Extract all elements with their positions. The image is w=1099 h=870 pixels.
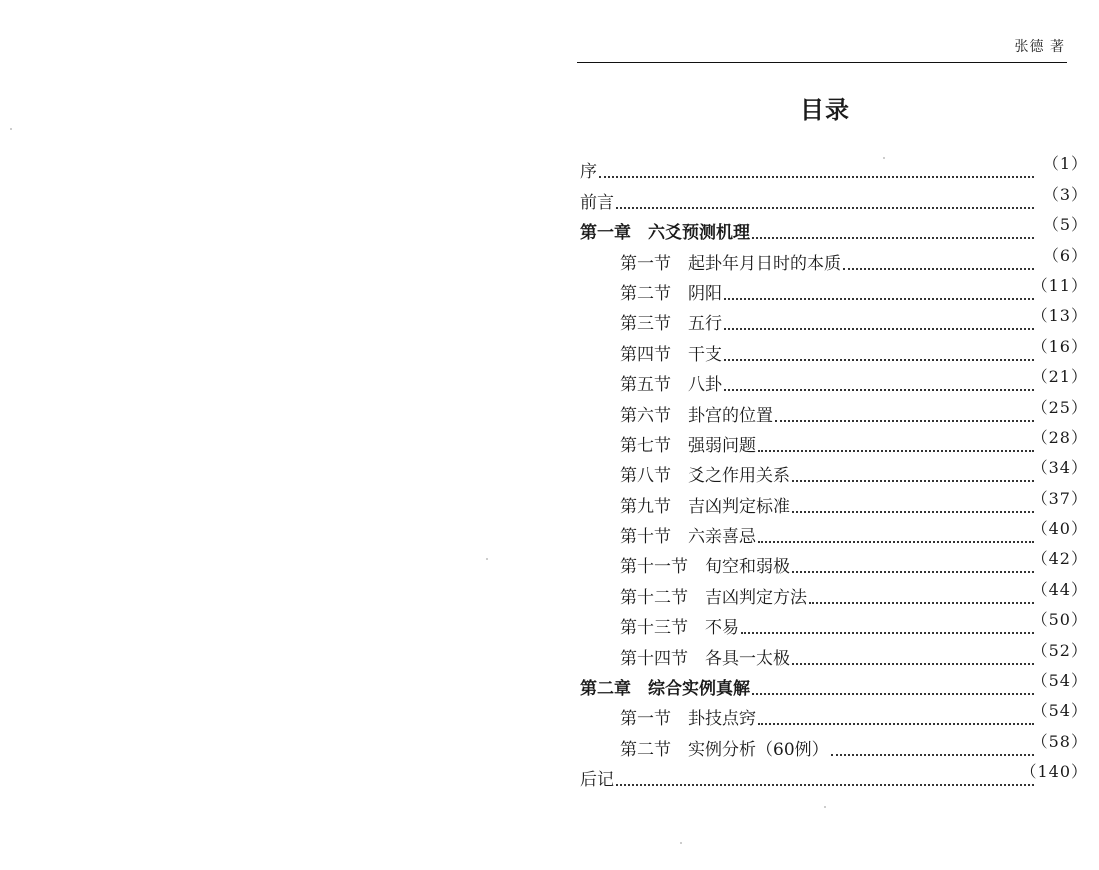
toc-entry xyxy=(580,548,1088,578)
toc-entry xyxy=(580,183,1088,213)
toc-entry-page-number: （52） xyxy=(1031,640,1088,660)
dot-leader xyxy=(741,632,1034,634)
dot-leader xyxy=(752,237,1034,239)
toc-entry xyxy=(580,487,1088,517)
toc-entry-label: 后记 xyxy=(580,770,614,791)
toc-entry-label: 第一章 六爻预测机理 xyxy=(580,223,750,244)
dot-leader xyxy=(809,602,1034,604)
toc-entry-page-number: （25） xyxy=(1031,397,1088,417)
dot-leader xyxy=(599,176,1034,178)
dot-leader xyxy=(792,571,1034,573)
toc-entry-label: 前言 xyxy=(580,192,614,213)
toc-entry-page-number: （44） xyxy=(1031,579,1088,599)
dot-leader xyxy=(724,298,1034,300)
dot-leader xyxy=(775,420,1034,422)
toc-entry-label: 第一节 起卦年月日时的本质 xyxy=(620,253,841,274)
toc-entry-page-number: （5） xyxy=(1042,215,1088,235)
toc-entry-label: 第十一节 旬空和弱极 xyxy=(620,557,790,578)
toc-entry-page-number: （58） xyxy=(1031,731,1088,751)
toc-entry-page-number: （1） xyxy=(1042,154,1088,174)
toc-entry-page-number: （37） xyxy=(1031,488,1088,508)
toc-entry-label: 第十二节 吉凶判定方法 xyxy=(620,587,807,608)
toc-entry xyxy=(580,153,1088,183)
toc-entry-page-number: （3） xyxy=(1042,184,1088,204)
toc-entry xyxy=(580,578,1088,608)
header-author: 张德 著 xyxy=(1014,39,1065,55)
toc-entry-page-number: （54） xyxy=(1031,671,1088,691)
toc-entry-label: 第二节 阴阳 xyxy=(620,283,722,304)
dot-leader xyxy=(616,207,1034,209)
toc-entry xyxy=(580,761,1088,791)
toc-entry-page-number: （54） xyxy=(1031,701,1088,721)
dot-leader xyxy=(843,268,1034,270)
toc-entry-label: 第五节 八卦 xyxy=(620,375,722,396)
dot-leader xyxy=(758,450,1034,452)
toc-entry xyxy=(580,275,1088,305)
toc-entry-label: 第一节 卦技点窍 xyxy=(620,709,756,730)
scan-speck xyxy=(824,806,826,808)
toc-entry-page-number: （50） xyxy=(1031,610,1088,630)
dot-leader xyxy=(616,784,1034,786)
dot-leader xyxy=(724,328,1034,330)
dot-leader xyxy=(724,389,1034,391)
toc-entry-label: 序 xyxy=(580,162,597,183)
toc-entry-label: 第九节 吉凶判定标准 xyxy=(620,496,790,517)
toc-entry xyxy=(580,244,1088,274)
toc-entry-label: 第八节 爻之作用关系 xyxy=(620,466,790,487)
toc-entry-page-number: （42） xyxy=(1031,549,1088,569)
toc-entry xyxy=(580,305,1088,335)
toc-entry xyxy=(580,366,1088,396)
dot-leader xyxy=(792,511,1034,513)
toc-entry xyxy=(580,730,1088,760)
scan-speck xyxy=(680,842,682,844)
header-rule xyxy=(577,62,1067,63)
toc-entry-page-number: （40） xyxy=(1031,519,1088,539)
toc-entry-page-number: （28） xyxy=(1031,427,1088,447)
dot-leader xyxy=(758,541,1034,543)
toc-entry-label: 第六节 卦宫的位置 xyxy=(620,405,773,426)
toc-entry xyxy=(580,518,1088,548)
toc-entry xyxy=(580,335,1088,365)
toc-list xyxy=(580,153,1088,791)
toc-entry xyxy=(580,457,1088,487)
toc-chapter-entry xyxy=(580,214,1088,244)
toc-chapter-entry xyxy=(580,670,1088,700)
toc-page xyxy=(560,0,1099,870)
dot-leader xyxy=(792,663,1034,665)
toc-entry-page-number: （34） xyxy=(1031,458,1088,478)
toc-entry-page-number: （11） xyxy=(1031,275,1088,295)
scan-speck xyxy=(883,157,885,159)
toc-entry-label: 第二章 综合实例真解 xyxy=(580,679,750,700)
toc-entry-page-number: （16） xyxy=(1031,336,1088,356)
dot-leader xyxy=(831,754,1034,756)
toc-entry-label: 第十四节 各具一太极 xyxy=(620,648,790,669)
toc-entry-label: 第二节 实例分析（60例） xyxy=(620,739,829,760)
toc-entry-page-number: （13） xyxy=(1031,306,1088,326)
toc-title: 目录 xyxy=(800,96,850,124)
toc-entry-page-number: （21） xyxy=(1031,367,1088,387)
toc-entry-label: 第十节 六亲喜忌 xyxy=(620,527,756,548)
scan-speck xyxy=(486,558,488,560)
dot-leader xyxy=(792,480,1034,482)
scan-speck xyxy=(10,128,12,130)
toc-entry-page-number: （6） xyxy=(1042,245,1088,265)
dot-leader xyxy=(724,359,1034,361)
toc-entry xyxy=(580,396,1088,426)
toc-entry-label: 第七节 强弱问题 xyxy=(620,435,756,456)
toc-entry xyxy=(580,700,1088,730)
toc-entry xyxy=(580,427,1088,457)
toc-entry-label: 第十三节 不易 xyxy=(620,618,739,639)
toc-entry-page-number: （140） xyxy=(1020,762,1088,782)
toc-entry-label: 第四节 干支 xyxy=(620,344,722,365)
toc-entry xyxy=(580,639,1088,669)
toc-entry xyxy=(580,609,1088,639)
toc-entry-label: 第三节 五行 xyxy=(620,314,722,335)
dot-leader xyxy=(752,693,1034,695)
dot-leader xyxy=(758,723,1034,725)
